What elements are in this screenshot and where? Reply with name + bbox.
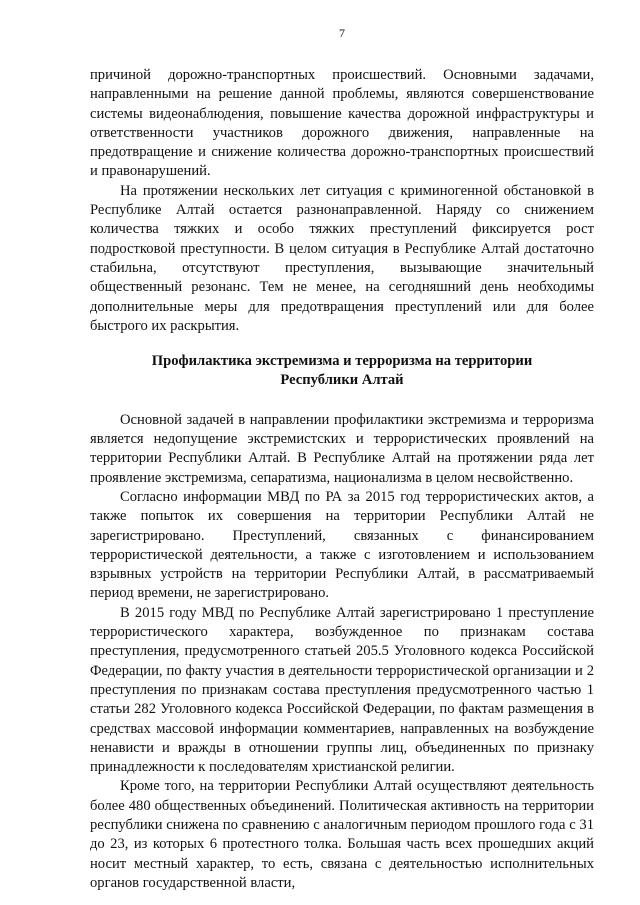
section-heading [90, 352, 594, 391]
section-heading-line-1: Профилактика экстремизма и терроризма на территории [151, 353, 533, 370]
document-page [90, 0, 594, 905]
paragraph-main-task: Основной задачей в направлении профилактики экстремизма и терроризма является недопущение экстремистских и террористических проявлений на территории Республики Алтай. В Республике Алтай на протяжении ряда лет проявление экстремизма, сепаратизма, национализма в целом несвойственно. [90, 411, 594, 486]
page-number: 7 [339, 26, 345, 40]
paragraph-mvd-info: Согласно информации МВД по РА за 2015 год террористических актов, а также попыток их совершения на территории Республики Алтай не зарегистрировано. Преступлений, связанных с финансированием террористической деятельности, а также с изготовлением и использованием взрывных устройств на территории Республики Алтай, в рассматриваемый период времени, не зарегистрировано. [90, 488, 594, 602]
document-body [90, 66, 594, 893]
paragraph-crime-situation: На протяжении нескольких лет ситуация с криминогенной обстановкой в Республике Алтай остается разнонаправленной. Наряду со снижением количества тяжких и особо тяжких преступлений фиксируется рост подростковой преступности. В целом ситуация в Республике Алтай достаточно стабильна, отсутствуют преступления, вызывающие значительный общественный резонанс. Тем не менее, на сегодняшний день необходимы дополнительные меры для предотвращения преступлений или для более быстрого их раскрытия. [90, 182, 594, 334]
section-heading-line-2: Республики Алтай [280, 372, 404, 389]
paragraph-2015-crimes: В 2015 году МВД по Республике Алтай зарегистрировано 1 преступление террористического характера, возбужденное по признакам состава преступления, предусмотренного статьей 205.5 Уголовного кодекса Российской Федерации, по факту участия в деятельности террористической организации и 2 преступления по признакам состава преступления предусмотренного частью 1 статьи 282 Уголовного кодекса Российской Федерации, по фактам размещения в средствах массовой информации комментариев, направленных на возбуждение ненависти и вражды в отношении группы лиц, объединенных по признаку принадлежности к последователям христианской религии. [90, 604, 594, 776]
paragraph-continued: причиной дорожно-транспортных происшествий. Основными задачами, направленными на решение данной проблемы, являются совершенствование системы видеонаблюдения, повышение качества дорожной инфраструктуры и ответственности участников дорожного движения, направленные на предотвращение и снижение количества дорожно-транспортных происшествий и правонарушений. [90, 67, 594, 180]
paragraph-public-associations: Кроме того, на территории Республики Алтай осуществляют деятельность более 480 общественных объединений. Политическая активность на территории республики снижена по сравнению с аналогичным периодом прошлого года с 31 до 23, из которых 6 протестного толка. Большая часть всех прошедших акций носит местный характер, то есть, связана с деятельностью исполнительных органов государственной власти, [90, 778, 594, 891]
